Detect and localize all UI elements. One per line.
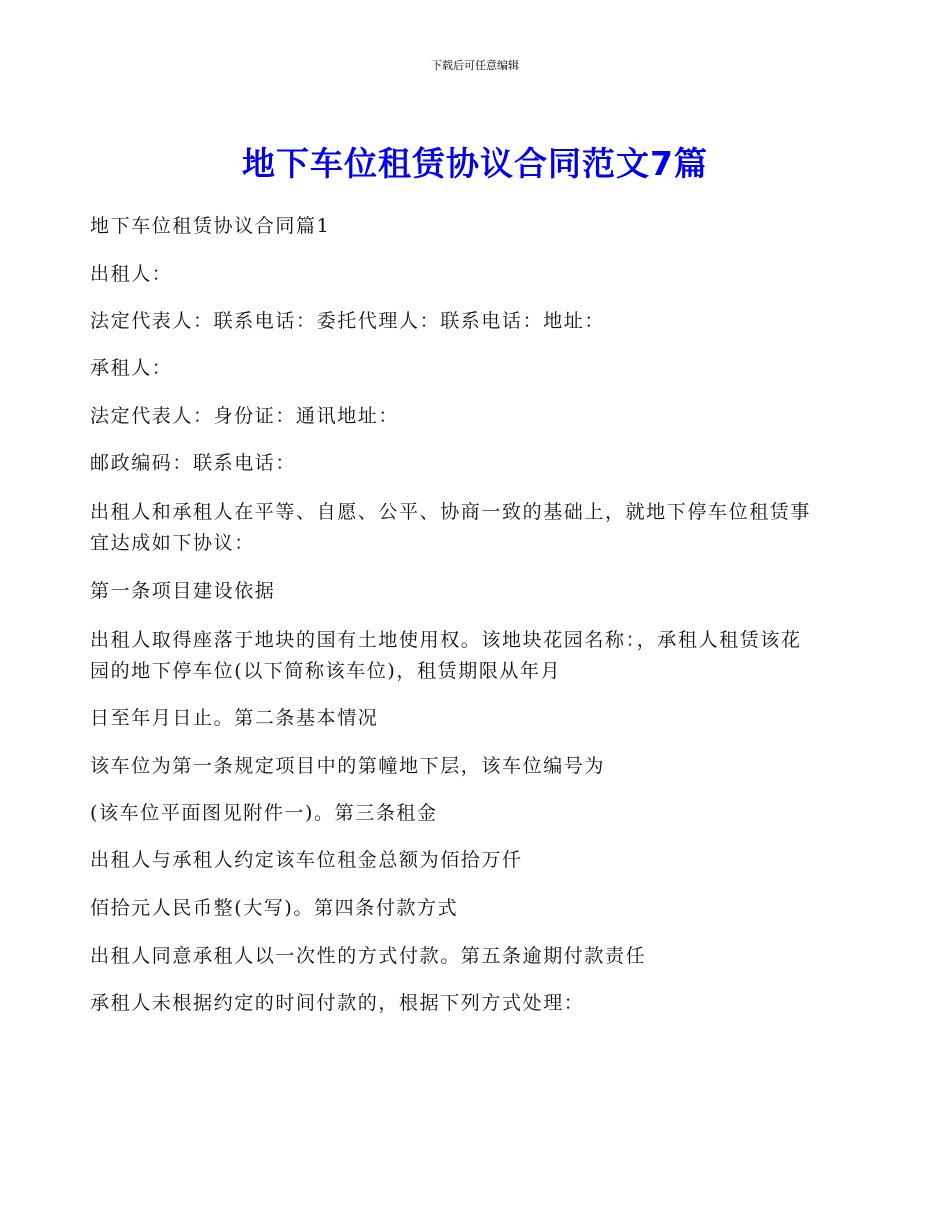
paragraph-lessee-contacts: 法定代表人：身份证：通讯地址： [90,405,400,427]
paragraph-lessor-contacts: 法定代表人：联系电话：委托代理人：联系电话：地址： [90,310,606,332]
header-note: 下载后可任意编辑 [431,59,519,72]
article-4-line: 佰拾元人民币整(大写)。第四条付款方式 [90,897,459,919]
article-1-heading: 第一条项目建设依据 [90,580,276,602]
paragraph-preamble-line-1: 出租人和承租人在平等、自愿、公平、协商一致的基础上，就地下停车位租赁事 [90,501,812,523]
article-1-line-1: 出租人取得座落于地块的国有土地使用权。该地块花园名称：，承租人租赁该花 [90,629,802,651]
paragraph-lessee: 承租人： [90,357,173,379]
article-3-line: (该车位平面图见附件一)。第三条租金 [90,802,438,824]
article-5-line: 出租人同意承租人以一次性的方式付款。第五条逾期付款责任 [90,945,647,967]
article-2-line: 日至年月日止。第二条基本情况 [90,707,379,729]
article-3-detail: 出租人与承租人约定该车位租金总额为佰拾万仟 [90,849,523,871]
document-title: 地下车位租赁协议合同范文7篇 [242,144,708,183]
section-heading: 地下车位租赁协议合同篇1 [90,215,331,237]
paragraph-postal: 邮政编码：联系电话： [90,452,297,474]
article-2-detail: 该车位为第一条规定项目中的第幢地下层，该车位编号为 [90,755,606,777]
paragraph-lessor: 出租人： [90,263,173,285]
article-1-line-2: 园的地下停车位(以下简称该车位)，租赁期限从年月 [90,660,562,682]
article-5-detail: 承租人未根据约定的时间付款的，根据下列方式处理： [90,992,585,1014]
paragraph-preamble-line-2: 宜达成如下协议： [90,532,255,554]
